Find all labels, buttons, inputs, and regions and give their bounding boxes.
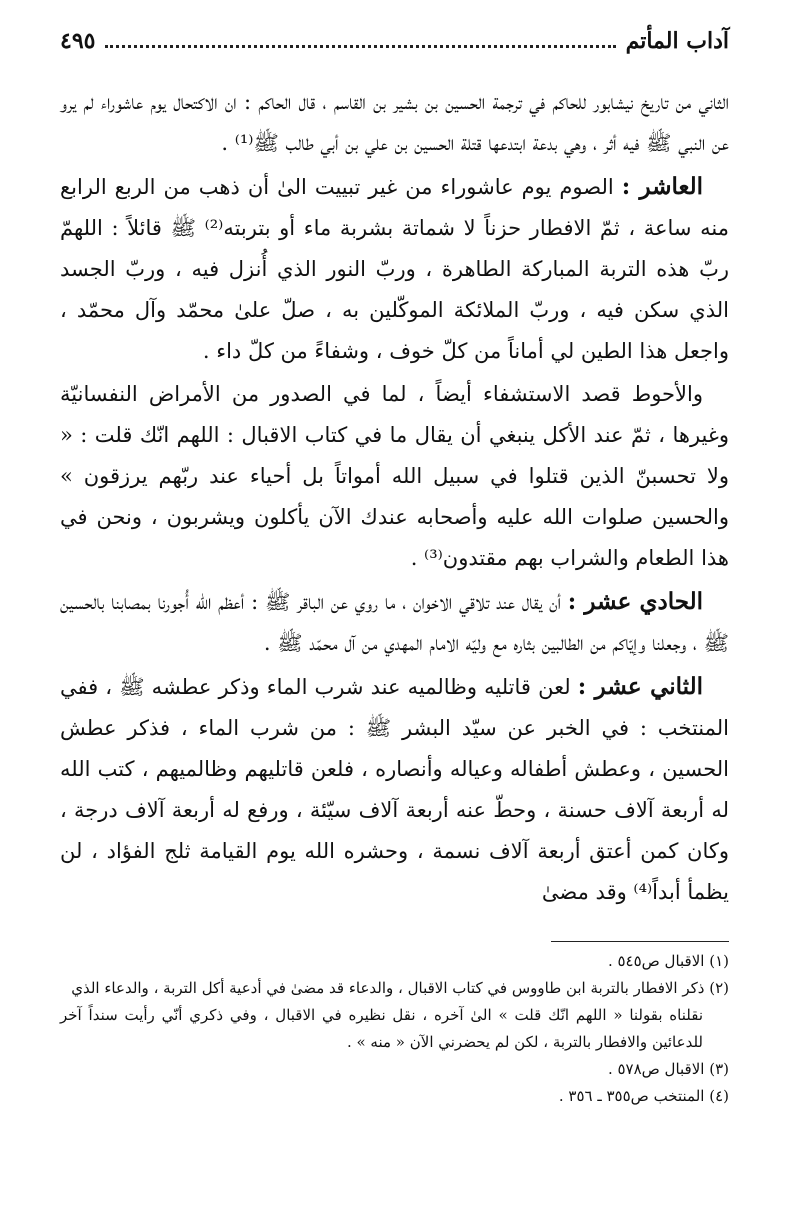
- footnote-separator-wrap: [60, 915, 729, 948]
- page-number: ٤٩٥: [60, 28, 96, 54]
- paragraph-4-text: أن يقال عند تلاقي الاخوان ، ما روي عن الباقر ﷺ : أعظم الله أُجورنا بمصابنا بالحسين ﷺ ، وجعلنا وإيّاكم من الطالبين بثاره مع وليّه الامام المهدي من آل محمّد ﷺ .: [60, 590, 729, 655]
- paragraph-3-text: والأحوط قصد الاستشفاء أيضاً ، لما في الصدور من الأمراض النفسانيّة وغيرها ، ثمّ عند الأكل ينبغي أن يقال ما في كتاب الاقبال : اللهم انّك قلت : « ولا تحسبنّ الذين قتلوا في سبيل الله أمواتاً بل أحياء عند ربّهم يرزقون » والحسين صلوات الله عليه وأصحابه عندك الآن يأكلون ويشربون ، ونحن في هذا الطعام والشراب بهم مقتدون⁽³⁾ .: [60, 382, 729, 570]
- header-dot-leader: [105, 45, 615, 48]
- paragraph-5-text: لعن قاتليه وظالميه عند شرب الماء وذكر عطشه ﷺ ، ففي المنتخب : في الخبر عن سيّد البشر ﷺ : من شرب الماء ، فذكر عطش الحسين ، وعطش أطفاله وعياله وأنصاره ، فلعن قاتليهم وظالميهم ، كتب الله له أربعة آلاف حسنة ، وحطّ عنه أربعة آلاف سيّئة ، ورفع له أربعة آلاف درجة ، وكان كمن أعتق أربعة آلاف نسمة ، وحشره الله يوم القيامة ثلج الفؤاد ، لن يظمأ أبداً⁽⁴⁾ وقد مضىٰ: [60, 675, 729, 904]
- paragraph-1-text: الثاني من تاريخ نيشابور للحاكم في ترجمة الحسين بن بشير بن القاسم ، قال الحاكم : ان الاكتحال يوم عاشوراء لم يرو عن النبي ﷺ فيه أثر ، وهي بدعة ابتدعها قتلة الحسين بن علي بن أبي طالب ﷺ⁽¹⁾ .: [60, 90, 729, 155]
- footnote-4: (٤) المنتخب ص٣٥٥ ـ ٣٥٦ .: [558, 1087, 729, 1105]
- footnote-2: (٢) ذكر الافطار بالتربة ابن طاووس في كتاب الاقبال ، والدعاء قد مضىٰ في أدعية أكل التربة ، والدعاء الذي: [71, 979, 729, 997]
- paragraph-4: [60, 581, 729, 664]
- footnote-2-continued: نقلناه بقولنا « اللهم انّك قلت » الىٰ آخره ، نقل نظيره في الاقبال ، وفي ذكري أنّي رأيت سنداً آخر للدعائين والافطار بالتربة ، لكن لم يحضرني الآن « منه » .: [60, 1006, 703, 1051]
- paragraph-3: [60, 374, 729, 579]
- paragraph-2: [60, 166, 729, 372]
- running-header: [60, 28, 729, 68]
- footnote-1: (١) الاقبال ص٥٤٥ .: [607, 952, 729, 970]
- paragraph-1: [60, 82, 729, 164]
- footnotes: [60, 948, 729, 1110]
- footnote-separator: [551, 941, 729, 942]
- header-title: آداب المأتم: [625, 28, 729, 54]
- main-text: [60, 82, 729, 913]
- section-lead-twelfth: الثاني عشر :: [577, 673, 703, 700]
- footnote-3: (٣) الاقبال ص٥٧٨ .: [607, 1060, 729, 1078]
- paragraph-5: [60, 666, 729, 913]
- section-lead-tenth: العاشر :: [621, 173, 703, 200]
- paragraph-2-text: الصوم يوم عاشوراء من غير تبييت الىٰ أن ذهب من الربع الرابع منه ساعة ، ثمّ الافطار حزناً لا شماتة بشربة ماء أو بتربته⁽²⁾ ﷺ قائلاً : اللهمّ ربّ هذه التربة المباركة الطاهرة ، وربّ النور الذي أُنزل فيه ، وربّ الجسد الذي سكن فيه ، وربّ الملائكة الموكّلين به ، صلّ علىٰ محمّد وآل محمّد ، واجعل هذا الطين لي أماناً من كلّ خوف ، وشفاءً من كلّ داء .: [60, 175, 729, 363]
- section-lead-eleventh: الحادي عشر :: [567, 588, 703, 615]
